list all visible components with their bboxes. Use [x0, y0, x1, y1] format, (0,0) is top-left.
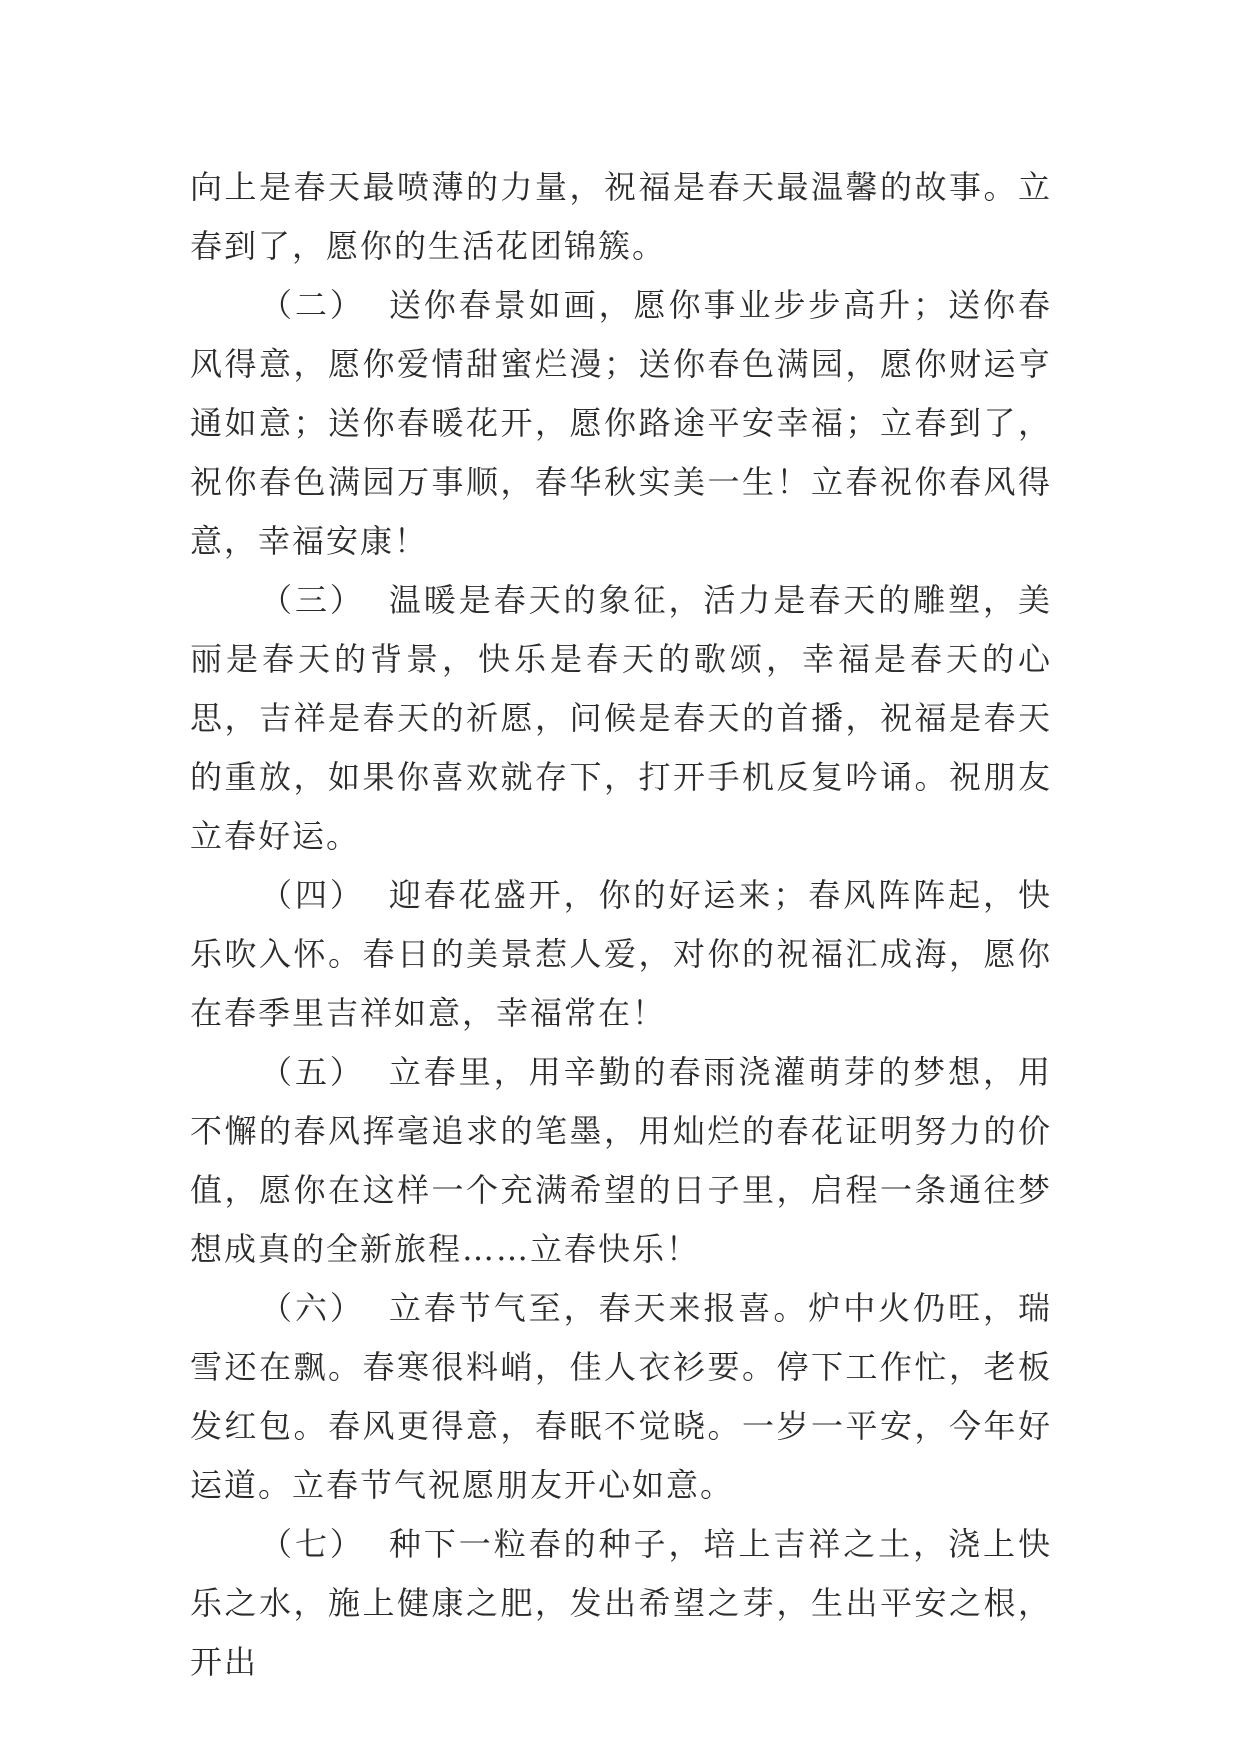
paragraph-4 — [190, 866, 1052, 1043]
paragraph-text: 送你春景如画，愿你事业步步高升；送你春风得意，愿你爱情甜蜜烂漫；送你春色满园，愿你财运亨通如意；送你春暖花开，愿你路途平安幸福；立春到了，祝你春色满园万事顺，春华秋实美一生！立春祝你春风得意，幸福安康！ — [190, 286, 1052, 560]
paragraph-5 — [190, 1043, 1052, 1279]
document-body — [190, 158, 1052, 1692]
paragraph-6 — [190, 1279, 1052, 1515]
paragraph-3 — [190, 571, 1052, 866]
paragraph-1 — [190, 158, 1052, 276]
paragraph-2 — [190, 276, 1052, 571]
paragraph-number: （六） — [260, 1289, 365, 1327]
paragraph-text: 温暖是春天的象征，活力是春天的雕塑，美丽是春天的背景，快乐是春天的歌颂，幸福是春天的心思，吉祥是春天的祈愿，问候是春天的首播，祝福是春天的重放，如果你喜欢就存下，打开手机反复吟诵。祝朋友立春好运。 — [190, 581, 1052, 855]
paragraph-number: （七） — [260, 1525, 365, 1563]
paragraph-text: 种下一粒春的种子，培上吉祥之土，浇上快乐之水，施上健康之肥，发出希望之芽，生出平安之根，开出 — [190, 1525, 1052, 1681]
paragraph-text: 向上是春天最喷薄的力量，祝福是春天最温馨的故事。立春到了，愿你的生活花团锦簇。 — [190, 168, 1052, 265]
paragraph-number: （二） — [260, 286, 365, 324]
paragraph-number: （三） — [260, 581, 365, 619]
paragraph-number: （四） — [260, 876, 365, 914]
paragraph-number: （五） — [260, 1053, 365, 1091]
paragraph-text: 迎春花盛开，你的好运来；春风阵阵起，快乐吹入怀。春日的美景惹人爱，对你的祝福汇成海，愿你在春季里吉祥如意，幸福常在！ — [190, 876, 1052, 1032]
paragraph-text: 立春节气至，春天来报喜。炉中火仍旺，瑞雪还在飘。春寒很料峭，佳人衣衫要。停下工作忙，老板发红包。春风更得意，春眠不觉晓。一岁一平安，今年好运道。立春节气祝愿朋友开心如意。 — [190, 1289, 1052, 1504]
paragraph-text: 立春里，用辛勤的春雨浇灌萌芽的梦想，用不懈的春风挥毫追求的笔墨，用灿烂的春花证明努力的价值，愿你在这样一个充满希望的日子里，启程一条通往梦想成真的全新旅程……立春快乐！ — [190, 1053, 1052, 1268]
paragraph-7 — [190, 1515, 1052, 1692]
